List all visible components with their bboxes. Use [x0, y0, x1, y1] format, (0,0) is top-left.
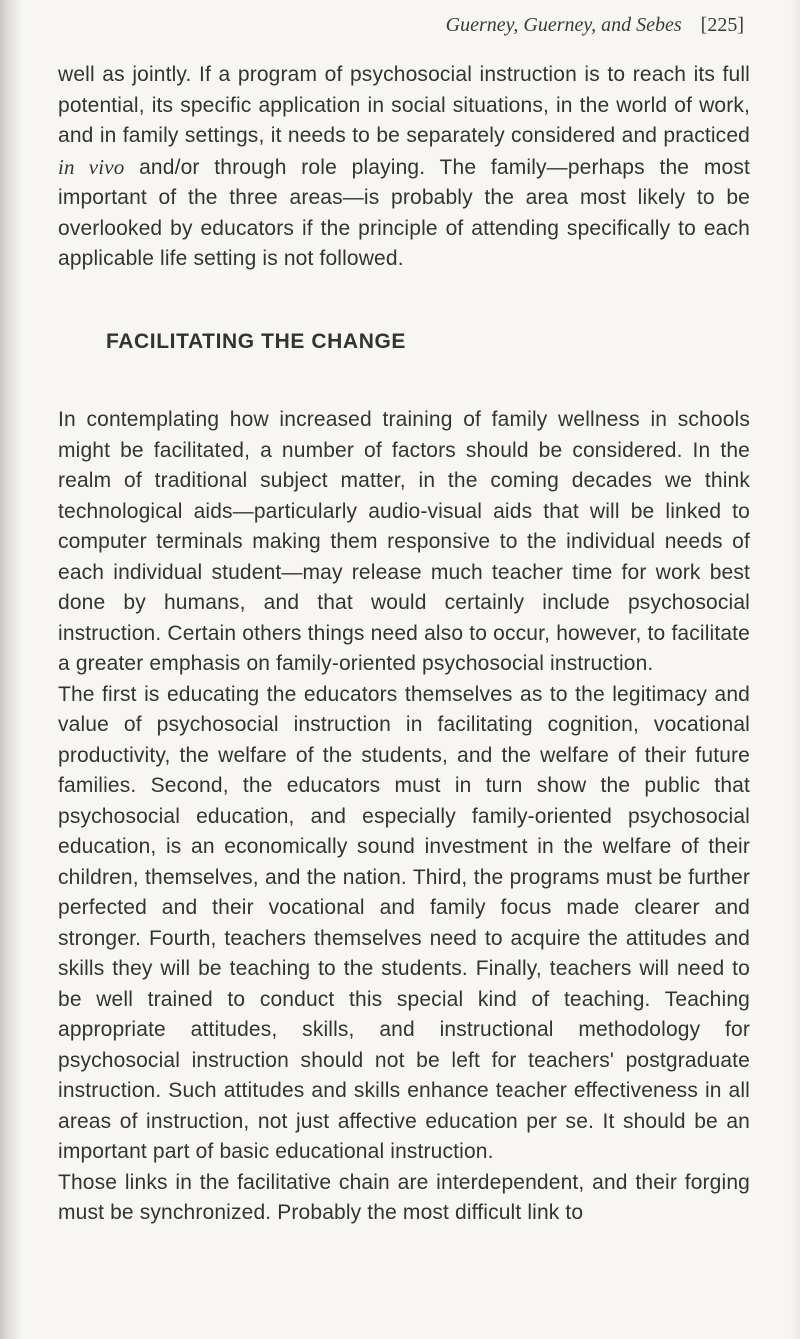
body-text: [58, 60, 750, 1229]
page-number: [225]: [700, 14, 744, 36]
paragraph-continued: [58, 60, 750, 275]
paragraph-4: Those links in the facilitative chain are interdependent, and their forging must be synchronized. Probably the most difficult link to: [58, 1170, 750, 1224]
page-edge-shadow: [790, 0, 800, 1339]
running-head: [446, 14, 744, 37]
paragraph-1-text-b: and/or through role playing. The family—perhaps the most important of the three areas—is probably the area most likely to be overlooked by educators if the principle of attending specifically to each applicable life setting is not followed.: [58, 155, 750, 270]
page-binding-shadow: [0, 0, 22, 1339]
section-heading: FACILITATING THE CHANGE: [106, 329, 407, 353]
paragraph-1-text-a: well as jointly. If a program of psychosocial instruction is to reach its full potential, its specific application in social situations, in the world of work, and in family settings, it needs to be separately considered and practiced: [58, 63, 750, 147]
running-head-authors: Guerney, Guerney, and Sebes: [445, 14, 682, 36]
paragraph-2: In contemplating how increased training of family wellness in schools might be facilitated, a number of factors should be considered. In the realm of traditional subject matter, in the coming decades we think technological aids—particularly audio-visual aids that will be linked to computer terminals making them responsive to the individual needs of each individual student—may release much teacher time for work best done by humans, and that would certainly include psychosocial instruction. Certain others things need also to occur, however, to facilitate a greater emphasis on family-oriented psychosocial instruction.: [58, 408, 750, 675]
italic-phrase: in vivo: [58, 154, 125, 179]
paragraph-3: The first is educating the educators themselves as to the legitimacy and value of psychosocial instruction in facilitating cognition, vocational productivity, the welfare of the students, and the welfare of their future families. Second, the educators must in turn show the public that psychosocial education, and especially family-oriented psychosocial education, is an economically sound investment in the welfare of their children, themselves, and the nation. Third, the programs must be further perfected and their vocational and family focus made clearer and stronger. Fourth, teachers themselves need to acquire the attitudes and skills they will be teaching to the students. Finally, teachers will need to be well trained to conduct this special kind of teaching. Teaching appropriate attitudes, skills, and instructional methodology for psychosocial instruction should not be left for teachers' postgraduate instruction. Such attitudes and skills enhance teacher effectiveness in all areas of instruction, not just affective education per se. It should be an important part of basic educational instruction.: [58, 682, 750, 1163]
